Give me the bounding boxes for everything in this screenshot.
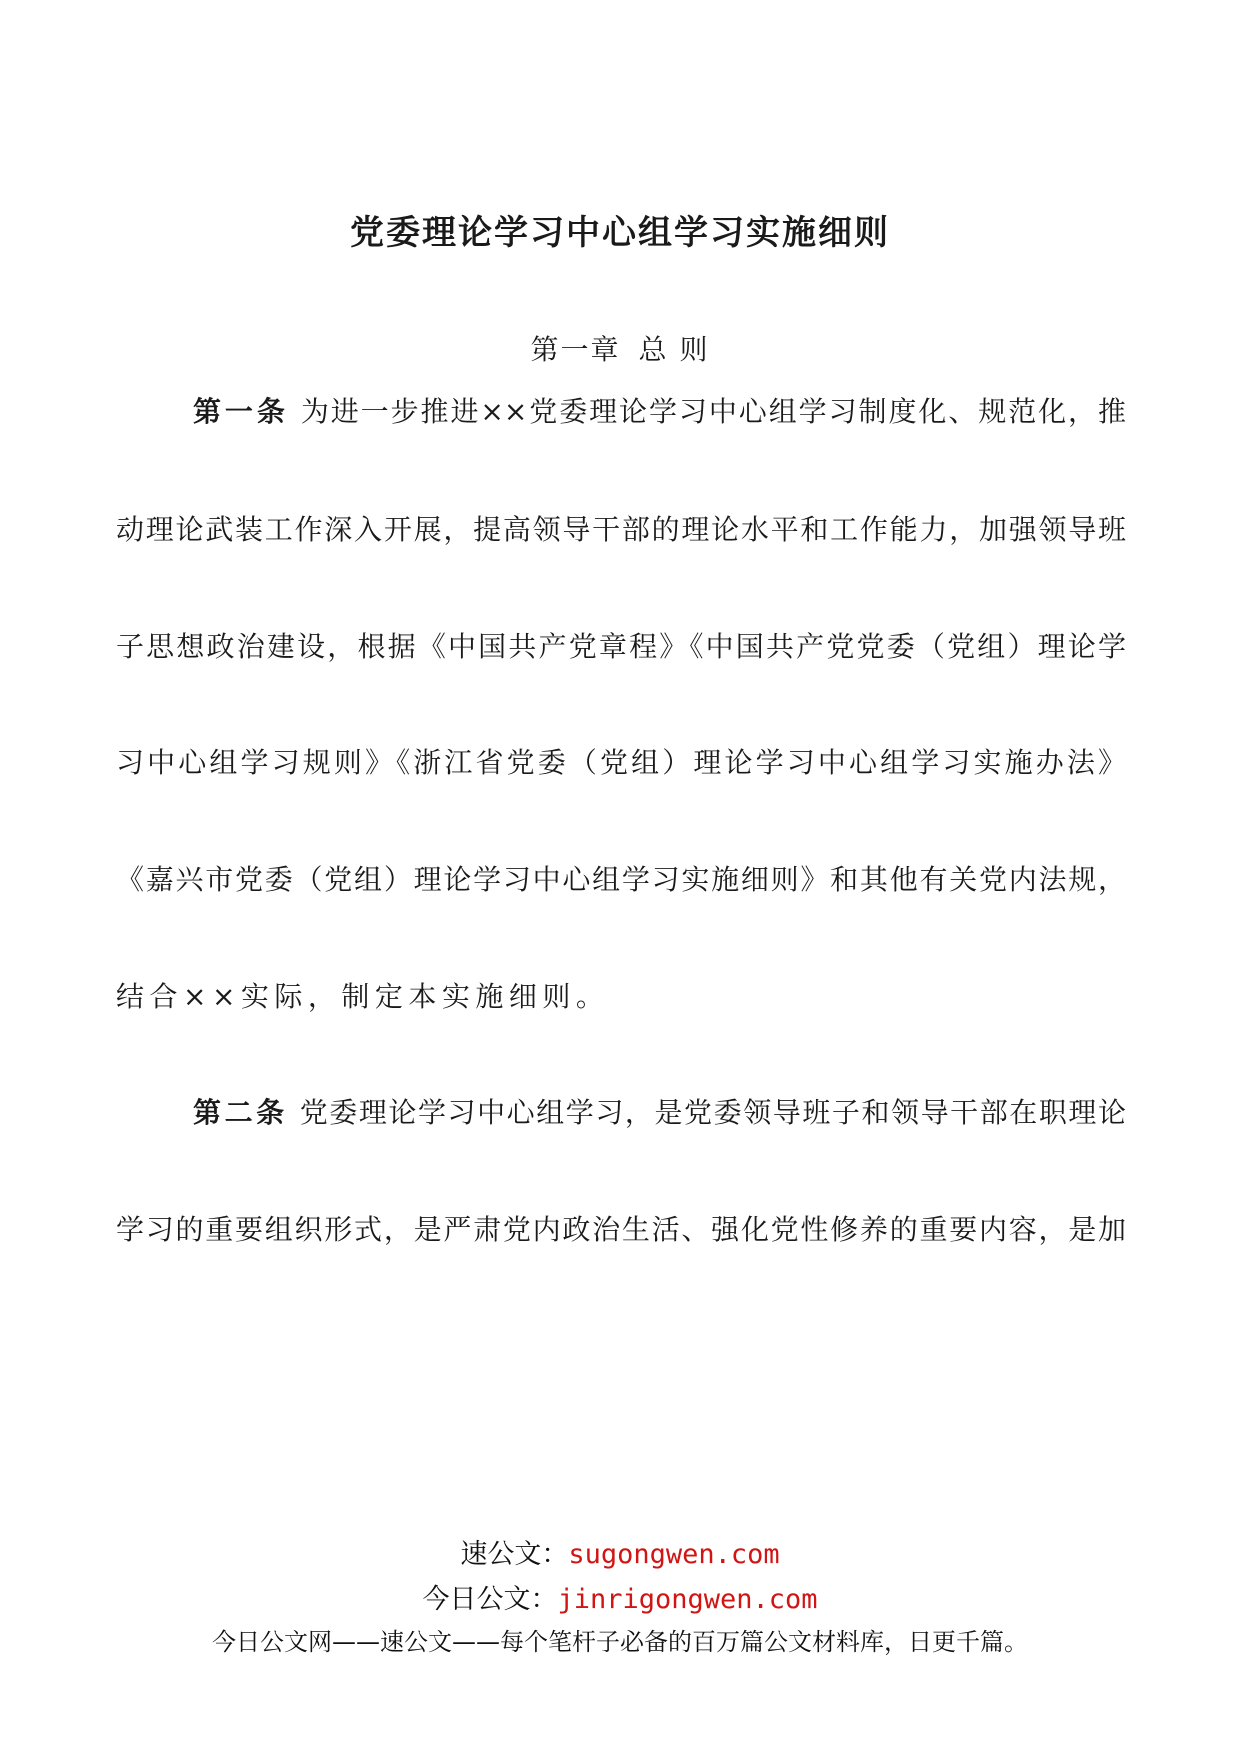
- footer-sugongwen-link[interactable]: sugongwen.com: [568, 1539, 780, 1570]
- article-2-line-2: 学习的重要组织形式，是严肃党内政治生活、强化党性修养的重要内容，是加: [116, 1213, 1126, 1246]
- chapter-heading: [0, 328, 1240, 368]
- footer-tagline: 今日公文网——速公文——每个笔杆子必备的百万篇公文材料库，日更千篇。: [212, 1628, 1028, 1656]
- footer-jinrigongwen: [0, 1577, 1240, 1616]
- article-1-line-1: [193, 392, 1126, 432]
- footer-jinrigongwen-label: 今日公文：: [422, 1584, 558, 1615]
- article-1-line-5: 《嘉兴市党委（党组）理论学习中心组学习实施细则》和其他有关党内法规，: [116, 863, 1126, 896]
- footer-jinrigongwen-link[interactable]: jinrigongwen.com: [557, 1584, 818, 1615]
- chapter-name: 总 则: [638, 333, 710, 366]
- article-1-line-4: 习中心组学习规则》《浙江省党委（党组）理论学习中心组学习实施办法》: [116, 746, 1126, 779]
- article-2-text-1: 党委理论学习中心组学习，是党委领导班子和领导干部在职理论: [299, 1096, 1126, 1129]
- article-1-line-2: 动理论武装工作深入开展，提高领导干部的理论水平和工作能力，加强领导班: [116, 513, 1126, 546]
- article-2-label: 第二条: [193, 1096, 288, 1129]
- document-title: 党委理论学习中心组学习实施细则: [350, 213, 890, 253]
- article-1-line-6: 结合××实际，制定本实施细则。: [116, 980, 610, 1013]
- article-1-line-3: 子思想政治建设，根据《中国共产党章程》《中国共产党党委（党组）理论学: [116, 630, 1126, 663]
- chapter-number: 第一章: [530, 333, 621, 366]
- article-1-label: 第一条: [193, 395, 289, 428]
- article-1-text-1: 为进一步推进××党委理论学习中心组学习制度化、规范化，推: [300, 395, 1126, 428]
- footer-sugongwen: [0, 1532, 1240, 1571]
- article-2-line-1: [193, 1093, 1126, 1133]
- footer-sugongwen-label: 速公文：: [460, 1539, 569, 1570]
